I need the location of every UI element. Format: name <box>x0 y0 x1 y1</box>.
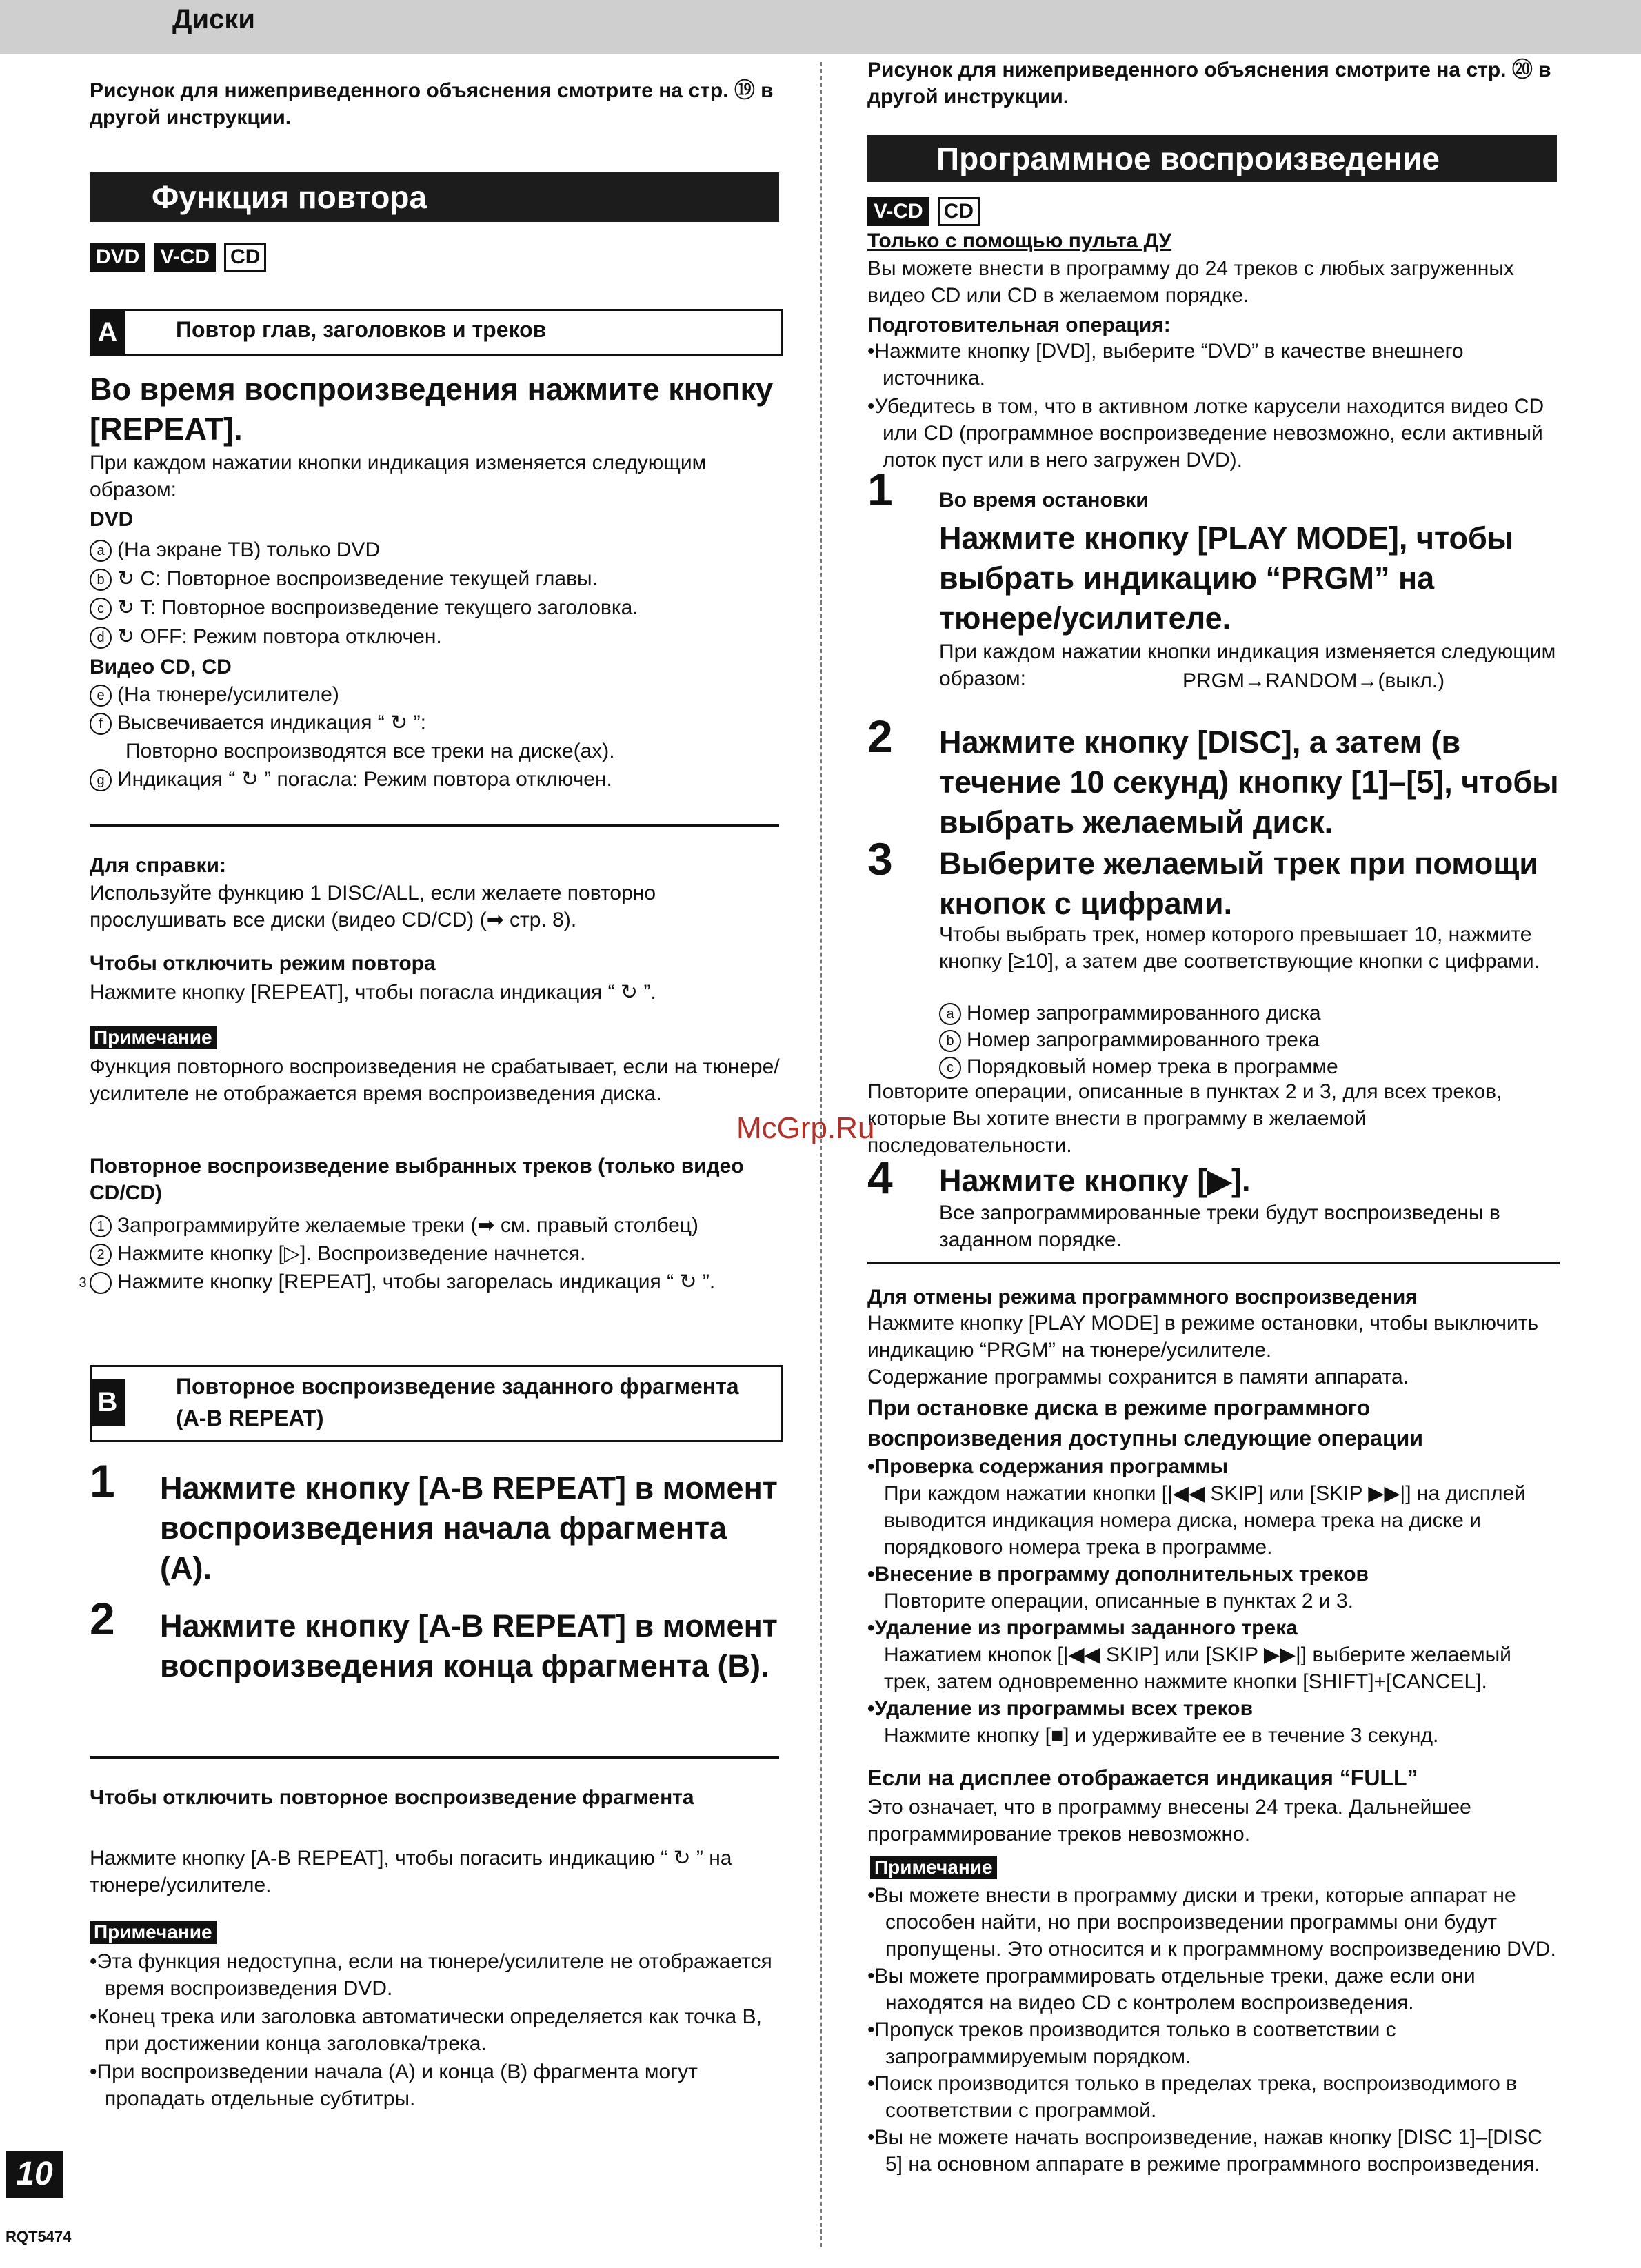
badge-cd: CD <box>938 197 980 226</box>
header-title: Диски <box>172 4 255 34</box>
doc-code: RQT5474 <box>6 2228 72 2245</box>
b-step1-number: 1 <box>90 1455 115 1506</box>
dvd-list <box>90 536 786 650</box>
ref-text: Используйте функцию 1 DISC/ALL, если желаете повторно прослушивать все диски (видео CD/CD) (➡ стр. 8). <box>90 882 656 931</box>
b-off-text: Нажмите кнопку [A-B REPEAT], чтобы погасить индикацию “ ↻ ” на тюнере/усилителе. <box>90 1847 732 1896</box>
note-label: Примечание <box>90 1026 217 1049</box>
step3-list <box>939 1000 1560 1080</box>
subsection-a-title: Повтор глав, заголовков и треков <box>176 317 547 342</box>
prep-list <box>867 338 1560 474</box>
step1-text: При каждом нажатии кнопки индикация изменяется следующим образом: <box>939 640 1556 690</box>
step2-heading: Нажмите кнопку [DISC], а затем (в течение 10 секунд) кнопку [1]–[5], чтобы выбрать желаемый диск. <box>939 725 1559 840</box>
badge-dvd: DVD <box>90 243 145 272</box>
right-note-label: Примечание <box>870 1856 997 1879</box>
op-text: Нажатием кнопок [|◀◀ SKIP] или [SKIP ▶▶|] выберите желаемый трек, затем одновременно нажмите кнопки [SHIFT]+[CANCEL]. <box>884 1643 1511 1693</box>
prep-item: •Нажмите кнопку [DVD], выберите “DVD” в качестве внешнего источника. <box>867 340 1464 389</box>
cancel-text: Нажмите кнопку [PLAY MODE] в режиме остановки, чтобы выключить индикацию “PRGM” на тюнере/усилителе. <box>867 1312 1539 1361</box>
left-disc-badges <box>90 243 274 272</box>
b-step2-text: Нажмите кнопку [A-B REPEAT] в момент воспроизведения конца фрагмента (B). <box>160 1608 778 1683</box>
step4-heading: Нажмите кнопку [▶]. <box>939 1163 1251 1198</box>
sel-item: 1 Запрограммируйте желаемые треки (➡ см. правый столбец) <box>90 1212 786 1239</box>
full-title: Если на дисплее отображается индикация “FULL” <box>867 1765 1418 1790</box>
subsection-b-title: Повторное воспроизведение заданного фрагмента (A-B REPEAT) <box>176 1374 739 1430</box>
remote-only: Только с помощью пульта ДУ <box>867 230 1172 252</box>
b-step1-text: Нажмите кнопку [A-B REPEAT] в момент воспроизведения начала фрагмента (A). <box>160 1470 778 1586</box>
note2-label: Примечание <box>90 1921 217 1944</box>
right-note-item: •Вы можете внести в программу диски и треки, которые аппарат не способен найти, но при воспроизведении программы они будут пропущены. Это относится и к программному воспроизведению DVD. <box>867 1884 1556 1961</box>
step3-text: Чтобы выбрать трек, номер которого превышает 10, нажмите кнопку [≥10], а затем две соответствующие кнопки с цифрами. <box>939 923 1540 973</box>
note2-item: •Эта функция недоступна, если на тюнере/усилителе не отображается время воспроизведения DVD. <box>90 1950 772 2000</box>
b-off-title: Чтобы отключить повторное воспроизведение фрагмента <box>90 1786 694 1809</box>
step3-item: c Порядковый номер трека в программе <box>939 1053 1560 1080</box>
ref-title: Для справки: <box>90 854 226 877</box>
op-text: При каждом нажатии кнопки [|◀◀ SKIP] или [SKIP ▶▶|] на дисплей выводится индикация номера диска, номера трека на диске и порядкового номера трека в программе. <box>884 1482 1526 1559</box>
right-intro: Рисунок для нижеприведенного объяснения смотрите на стр. ⑳ в другой инструкции. <box>867 59 1551 108</box>
vcd-item: f Высвечивается индикация “ ↻ ”: <box>90 709 786 736</box>
right-note-item: •Поиск производится только в пределах трека, воспроизводимого в соответствии с программой. <box>867 2072 1518 2122</box>
step3-item: b Номер запрограммированного трека <box>939 1026 1560 1053</box>
step4-number: 4 <box>867 1152 893 1203</box>
op-title: •Удаление из программы заданного трека <box>867 1617 1298 1639</box>
step4-text: Все запрограммированные треки будут воспроизведены в заданном порядке. <box>939 1202 1500 1251</box>
a-desc: При каждом нажатии кнопки индикация изменяется следующим образом: <box>90 452 707 501</box>
divider-rule <box>867 1262 1560 1264</box>
watermark: McGrp.Ru <box>736 1111 875 1145</box>
dvd-label: DVD <box>90 508 134 531</box>
note2-list <box>90 1948 786 2112</box>
repeat-text: Повторите операции, описанные в пунктах 2 и 3, для всех треков, которые Вы хотите внести в программу в желаемой последовательности. <box>867 1080 1502 1157</box>
page-number: 10 <box>6 2151 63 2198</box>
op-title: •Удаление из программы всех треков <box>867 1697 1254 1720</box>
badge-vcd: V-CD <box>154 243 216 272</box>
step3-item: a Номер запрограммированного диска <box>939 1000 1560 1026</box>
op-title: •Проверка содержания программы <box>867 1455 1229 1478</box>
section-repeat-title: Функция повтора <box>152 179 427 215</box>
subsection-a-letter: A <box>90 309 125 356</box>
a-heading: Во время воспроизведения нажмите кнопку [REPEAT]. <box>90 372 774 447</box>
b-step2-number: 2 <box>90 1593 115 1644</box>
badge-cd: CD <box>224 243 266 272</box>
sel-item: 3 Нажмите кнопку [REPEAT], чтобы загорелась индикация “ ↻ ”. <box>79 1270 716 1293</box>
step1-number: 1 <box>867 464 893 515</box>
note-text: Функция повторного воспроизведения не срабатывает, если на тюнере/усилителе не отображается время воспроизведения диска. <box>90 1055 780 1105</box>
section-repeat-bar <box>90 172 779 222</box>
subsection-b-letter: B <box>90 1379 125 1426</box>
sel-title: Повторное воспроизведение выбранных треков (только видео CD/CD) <box>90 1155 744 1204</box>
note2-item: •Конец трека или заголовка автоматически определяется как точка B, при достижении конца заголовка/трека. <box>90 2005 762 2055</box>
prep-title: Подготовительная операция: <box>867 314 1171 336</box>
full-text: Это означает, что в программу внесены 24 трека. Дальнейшее программирование треков невозможно. <box>867 1796 1471 1845</box>
vcd-item: e (На тюнере/усилителе) <box>90 681 786 708</box>
vcd-label: Видео CD, CD <box>90 656 232 678</box>
right-note-list <box>867 1882 1560 2178</box>
vcd-item: g Индикация “ ↻ ” погасла: Режим повтора отключен. <box>90 766 786 793</box>
dvd-item: b ↻ C: Повторное воспроизведение текущей главы. <box>90 565 786 592</box>
dvd-item: d ↻ OFF: Режим повтора отключен. <box>90 623 786 650</box>
section-program-title: Программное воспроизведение <box>936 141 1440 176</box>
section-program-bar <box>867 135 1557 182</box>
column-divider <box>820 62 822 2247</box>
vcd-item: Повторно воспроизводятся все треки на диске(ах). <box>125 740 615 762</box>
step1-cond: Во время остановки <box>939 489 1149 512</box>
op-text: Нажмите кнопку [■] и удерживайте ее в течение 3 секунд. <box>884 1724 1439 1747</box>
step1-heading: Нажмите кнопку [PLAY MODE], чтобы выбрать индикацию “PRGM” на тюнере/усилителе. <box>939 520 1514 636</box>
right-disc-badges <box>867 197 988 226</box>
badge-vcd: V-CD <box>867 197 929 226</box>
step3-number: 3 <box>867 833 893 884</box>
ops-list <box>867 1453 1560 1749</box>
remote-text: Вы можете внести в программу до 24 треков с любых загруженных видео CD или CD в желаемом порядке. <box>867 257 1514 307</box>
op-title: •Внесение в программу дополнительных треков <box>867 1563 1369 1586</box>
saved-text: Содержание программы сохранится в памяти аппарата. <box>867 1366 1409 1388</box>
right-note-item: •Пропуск треков производится только в соответствии с запрограммируемым порядком. <box>867 2018 1396 2068</box>
cancel-title: Для отмены режима программного воспроизведения <box>867 1286 1418 1308</box>
stop-title: При остановке диска в режиме программного воспроизведения доступны следующие операции <box>867 1395 1423 1450</box>
divider-rule <box>90 824 779 827</box>
dvd-item: a (На экране ТВ) только DVD <box>90 536 786 563</box>
off-title: Чтобы отключить режим повтора <box>90 952 436 975</box>
op-text: Повторите операции, описанные в пунктах 2 и 3. <box>884 1590 1354 1612</box>
left-intro: Рисунок для нижеприведенного объяснения смотрите на стр. ⑲ в другой инструкции. <box>90 79 774 129</box>
prep-item: •Убедитесь в том, что в активном лотке карусели находится видео CD или CD (программное воспроизведение невозможно, если активный лоток пуст или в него загружен DVD). <box>867 395 1544 472</box>
divider-rule <box>90 1756 779 1759</box>
step2-number: 2 <box>867 711 893 762</box>
right-note-item: •Вы не можете начать воспроизведение, нажав кнопку [DISC 1]–[DISC 5] на основном аппарате в режиме программного воспроизведения. <box>867 2126 1542 2176</box>
vcd-list <box>90 681 786 793</box>
sel-list <box>79 1212 786 1295</box>
note2-item: •При воспроизведении начала (A) и конца (B) фрагмента могут пропадать отдельные субтитры. <box>90 2061 698 2110</box>
off-text: Нажмите кнопку [REPEAT], чтобы погасла индикация “ ↻ ”. <box>90 981 656 1004</box>
dvd-item: c ↻ T: Повторное воспроизведение текущего заголовка. <box>90 594 786 621</box>
right-note-item: •Вы можете программировать отдельные треки, даже если они находятся на видео CD с контролем воспроизведения. <box>867 1965 1476 2014</box>
sel-item: 2 Нажмите кнопку [▷]. Воспроизведение начнется. <box>90 1240 786 1267</box>
step1-seq: PRGM→RANDOM→(выкл.) <box>1182 669 1445 692</box>
step3-heading: Выберите желаемый трек при помощи кнопок с цифрами. <box>939 846 1539 921</box>
